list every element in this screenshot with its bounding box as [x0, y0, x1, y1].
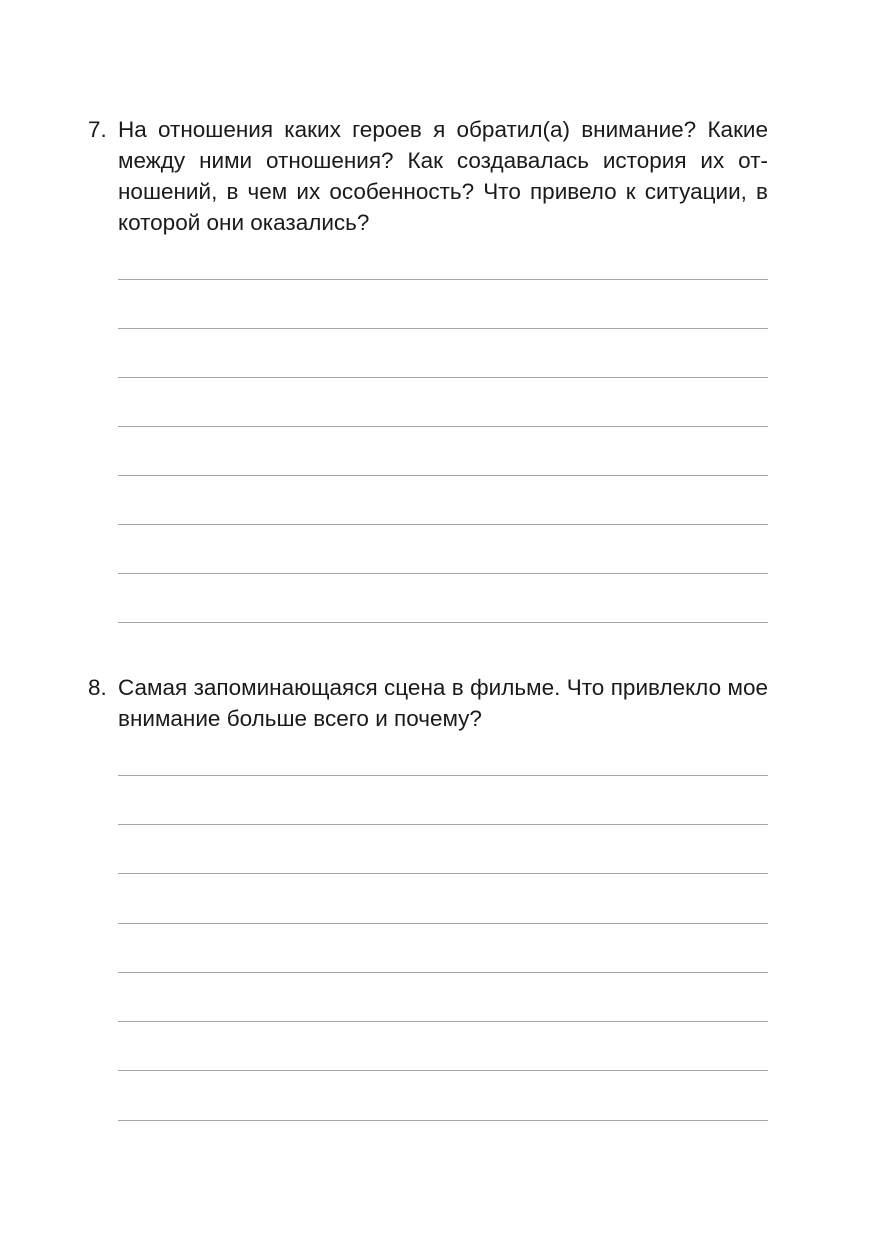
- answer-line[interactable]: [118, 426, 768, 427]
- answer-line[interactable]: [118, 1021, 768, 1022]
- answer-line[interactable]: [118, 328, 768, 329]
- answer-line[interactable]: [118, 923, 768, 924]
- answer-line[interactable]: [118, 873, 768, 874]
- answer-line[interactable]: [118, 279, 768, 280]
- answer-line[interactable]: [118, 622, 768, 623]
- question-7: [88, 114, 768, 238]
- answer-line[interactable]: [118, 1120, 768, 1121]
- answer-line[interactable]: [118, 475, 768, 476]
- answer-line[interactable]: [118, 775, 768, 776]
- question-number: 8.: [88, 675, 107, 700]
- question-text: Самая запоминающаяся сцена в фильме. Что привлекло мое внимание больше всего и почему?: [118, 675, 768, 731]
- answer-line[interactable]: [118, 824, 768, 825]
- answer-line[interactable]: [118, 1070, 768, 1071]
- answer-line[interactable]: [118, 524, 768, 525]
- question-8: [88, 672, 768, 734]
- question-text: На отношения каких героев я обратил(а) внимание? Какие между ними отношения? Как создавалась история их отношений, в чем их особенность? Что привело к ситуации, в которой они оказались?: [118, 117, 768, 235]
- answer-line[interactable]: [118, 377, 768, 378]
- answer-line[interactable]: [118, 573, 768, 574]
- answer-line[interactable]: [118, 972, 768, 973]
- question-number: 7.: [88, 117, 107, 142]
